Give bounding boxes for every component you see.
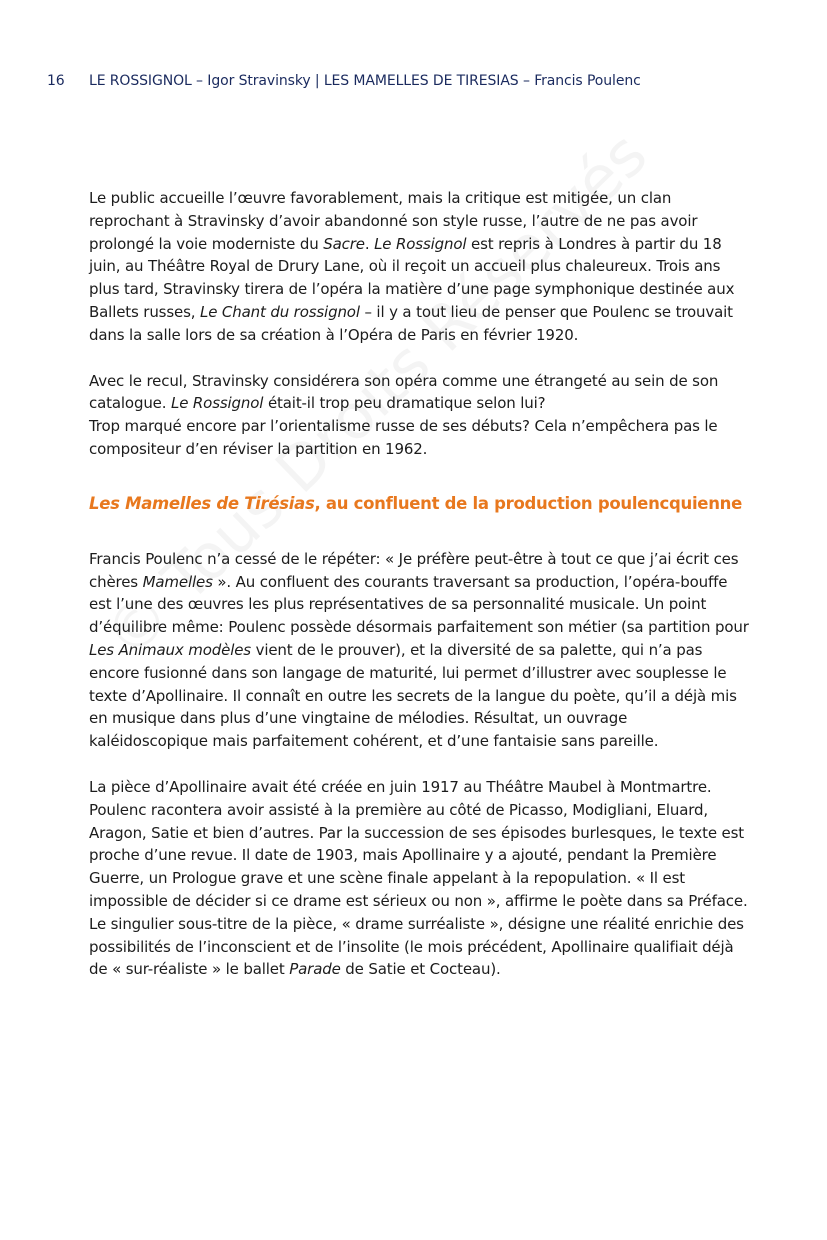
- title-le-rossignol: Le Rossignol: [374, 234, 467, 253]
- paragraph-3-text: vient de le prouver), et la diversité de sa palette, qui n’a pas encore fusionné dans son langage de maturité, lui permet d’illustrer avec souplesse le texte d’Apollinaire. Il connaît en outre les secrets de la langue du poète, qu’il a déjà mis en musique dans plus d’une vingtaine de mélodies. Résultat, un ouvrage kaléidoscopique mais parfaitement cohérent, et d’une fantaisie sans pareille.: [89, 640, 737, 751]
- paragraph-3-text: Francis Poulenc n’a cessé de le répéter: « Je préfère peut-être à tout ce que j’ai écrit ces chères: [89, 549, 739, 591]
- paragraph-2-text: était-il trop peu dramatique selon lui?: [263, 394, 546, 413]
- heading-title-italic: Les Mamelles de Tirésias: [89, 493, 315, 513]
- title-mamelles: Mamelles: [142, 572, 213, 591]
- article-body: [89, 187, 749, 981]
- heading-text: , au confluent de la production poulencquienne: [314, 493, 742, 513]
- paragraph-2-text: Trop marqué encore par l’orientalisme russe de ses débuts? Cela n’empêchera pas le compositeur d’en réviser la partition en 1962.: [89, 417, 718, 458]
- title-sacre: Sacre: [323, 234, 365, 253]
- paragraph-1-text: Le public accueille l’œuvre favorablement, mais la critique est mitigée, un clan reprochant à Stravinsky d’avoir abandonné son style russe, l’autre de ne pas avoir prolongé la voie moderniste du: [89, 189, 698, 253]
- paragraph-4-text: de Satie et Cocteau).: [340, 960, 501, 979]
- title-animaux-modeles: Les Animaux modèles: [89, 640, 251, 659]
- paragraph-1: [89, 187, 749, 347]
- page-number: 16: [47, 73, 65, 89]
- paragraph-1-text: .: [364, 234, 375, 253]
- paragraph-1-text: – il y a tout lieu de penser que Poulenc se trouvait dans la salle lors de sa création à l’Opéra de Paris en février 1920.: [89, 302, 733, 344]
- title-chant-du-rossignol: Le Chant du rossignol: [200, 302, 360, 321]
- paragraph-4-text: La pièce d’Apollinaire avait été créée en juin 1917 au Théâtre Maubel à Montmartre. Poulenc racontera avoir assisté à la première au côté de Picasso, Modigliani, Eluard, Aragon, Satie et bien d’autres. Par la succession de ses épisodes burlesques, le texte est proche d’une revue. Il date de 1903, mais Apollinaire y a ajouté, pendant la Première Guerre, un Prologue grave et une scène finale appelant à la repopulation. « Il est impossible de décider si ce drame est sérieux ou non », affirme le poète dans sa Préface. Le singulier sous-titre de la pièce, « drame surréaliste », désigne une réalité enrichie des possibilités de l’inconscient et de l’insolite (le mois précédent, Apollinaire qualifiait déjà de « sur-réaliste » le ballet: [89, 777, 748, 979]
- section-heading: [89, 493, 749, 515]
- paragraph-3-text: ». Au confluent des courants traversant sa production, l’opéra-bouffe est l’une des œuvres les plus représentatives de sa personnalité musicale. Un point d’équilibre même: Poulenc possède désormais parfaitement son métier (sa partition pour: [89, 572, 749, 637]
- paragraph-3: [89, 548, 749, 753]
- paragraph-2: [89, 370, 749, 461]
- title-le-rossignol: Le Rossignol: [171, 394, 264, 413]
- paragraph-1-text: est repris à Londres à partir du 18 juin, au Théâtre Royal de Drury Lane, où il reçoit un accueil plus chaleureux. Trois ans plus tard, Stravinsky tirera de l’opéra la matière d’une page symphonique destinée aux Ballets russes,: [89, 234, 735, 321]
- paragraph-2-text: Avec le recul, Stravinsky considérera son opéra comme une étrangeté au sein de son catalogue.: [89, 371, 719, 413]
- running-title: LE ROSSIGNOL – Igor Stravinsky | LES MAMELLES DE TIRESIAS – Francis Poulenc: [89, 73, 641, 89]
- page-header: [47, 73, 807, 89]
- paragraph-4: [89, 776, 749, 981]
- title-parade: Parade: [289, 960, 341, 979]
